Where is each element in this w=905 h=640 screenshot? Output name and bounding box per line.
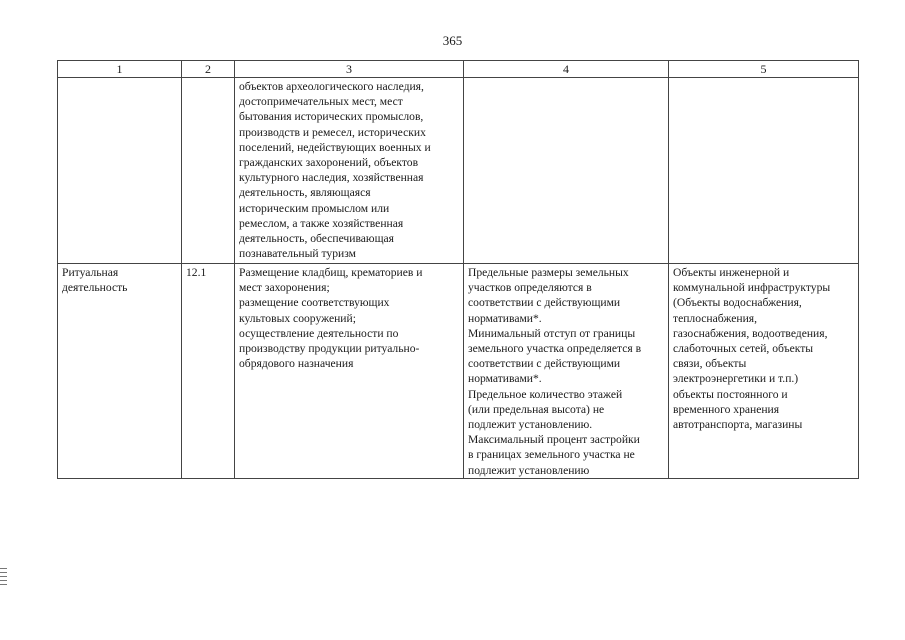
text-line: нормативами*. [468,311,542,325]
text-line: Минимальный отступ от границы [468,326,636,340]
cell-use-name [58,78,182,264]
text-line: достопримечательных мест, мест [239,95,403,109]
text-line: производств и ремесел, исторических [239,125,426,139]
text-line: соответствии с действующими [468,357,621,371]
text-line: коммунальной инфраструктуры [673,281,831,295]
text-line: Ритуальная [62,266,119,279]
cell-auxiliary-uses [669,78,859,264]
text-line: мест захоронения; [239,281,330,295]
cell-parameters [464,78,669,264]
text-line: электроэнергетики и т.п.) [673,372,799,386]
table-header-row [58,61,859,78]
text-line: теплоснабжения, [673,311,758,325]
text-line: историческим промыслом или [239,201,390,215]
text-line: деятельность, обеспечивающая [239,232,395,246]
text-line: культовых сооружений; [239,311,356,325]
text-line: Размещение кладбищ, крематориев и [239,266,423,279]
land-use-table [57,60,859,479]
text-line: объектов археологического наследия, [239,80,424,93]
text-line: нормативами*. [468,372,542,386]
text-line: автотранспорта, магазины [673,418,803,432]
text-line: деятельность [62,281,128,295]
text-line: связи, объекты [673,357,747,371]
text-line: слаботочных сетей, объекты [673,342,814,356]
cell-description [235,78,464,264]
text-line: временного хранения [673,402,780,416]
text-line: осуществление деятельности по [239,326,399,340]
text-line: соответствии с действующими [468,296,621,310]
cell-auxiliary-uses [669,264,859,479]
text-line: гражданских захоронений, объектов [239,156,419,170]
column-header-2: 2 [182,61,235,78]
cell-code [182,78,235,264]
text-line: земельного участка определяется в [468,342,642,356]
table-row [58,78,859,264]
page-number: 365 [442,33,463,48]
text-line: познавательный туризм [239,247,356,261]
column-header-4: 4 [464,61,669,78]
scan-edge-marks [0,568,8,588]
cell-description [235,264,464,479]
text-line: Объекты инженерной и [673,266,790,279]
text-line: Максимальный процент застройки [468,433,640,447]
text-line: размещение соответствующих [239,296,390,310]
cell-use-name [58,264,182,479]
text-line: поселений, недействующих военных и [239,140,431,154]
text-line: бытования исторических промыслов, [239,110,424,124]
text-line: объекты постоянного и [673,387,788,401]
text-line: Предельное количество этажей [468,387,623,401]
text-line: культурного наследия, хозяйственная [239,171,424,185]
text-line: обрядового назначения [239,357,354,371]
text-line: в границах земельного участка не [468,448,635,462]
text-line: Предельные размеры земельных [468,266,629,279]
column-header-3: 3 [235,61,464,78]
column-header-5: 5 [669,61,859,78]
text-line: участков определяются в [468,281,592,295]
column-header-1: 1 [58,61,182,78]
text-line: деятельность, являющаяся [239,186,371,200]
cell-parameters [464,264,669,479]
text-line: подлежит установлению [468,463,590,477]
text-line: газоснабжения, водоотведения, [673,326,828,340]
text-line: (Объекты водоснабжения, [673,296,802,310]
text-line: подлежит установлению. [468,418,593,432]
cell-code: 12.1 [182,264,235,479]
text-line: (или предельная высота) не [468,402,605,416]
text-line: ремеслом, а также хозяйственная [239,216,404,230]
text-line: производству продукции ритуально- [239,342,420,356]
table-row [58,264,859,479]
